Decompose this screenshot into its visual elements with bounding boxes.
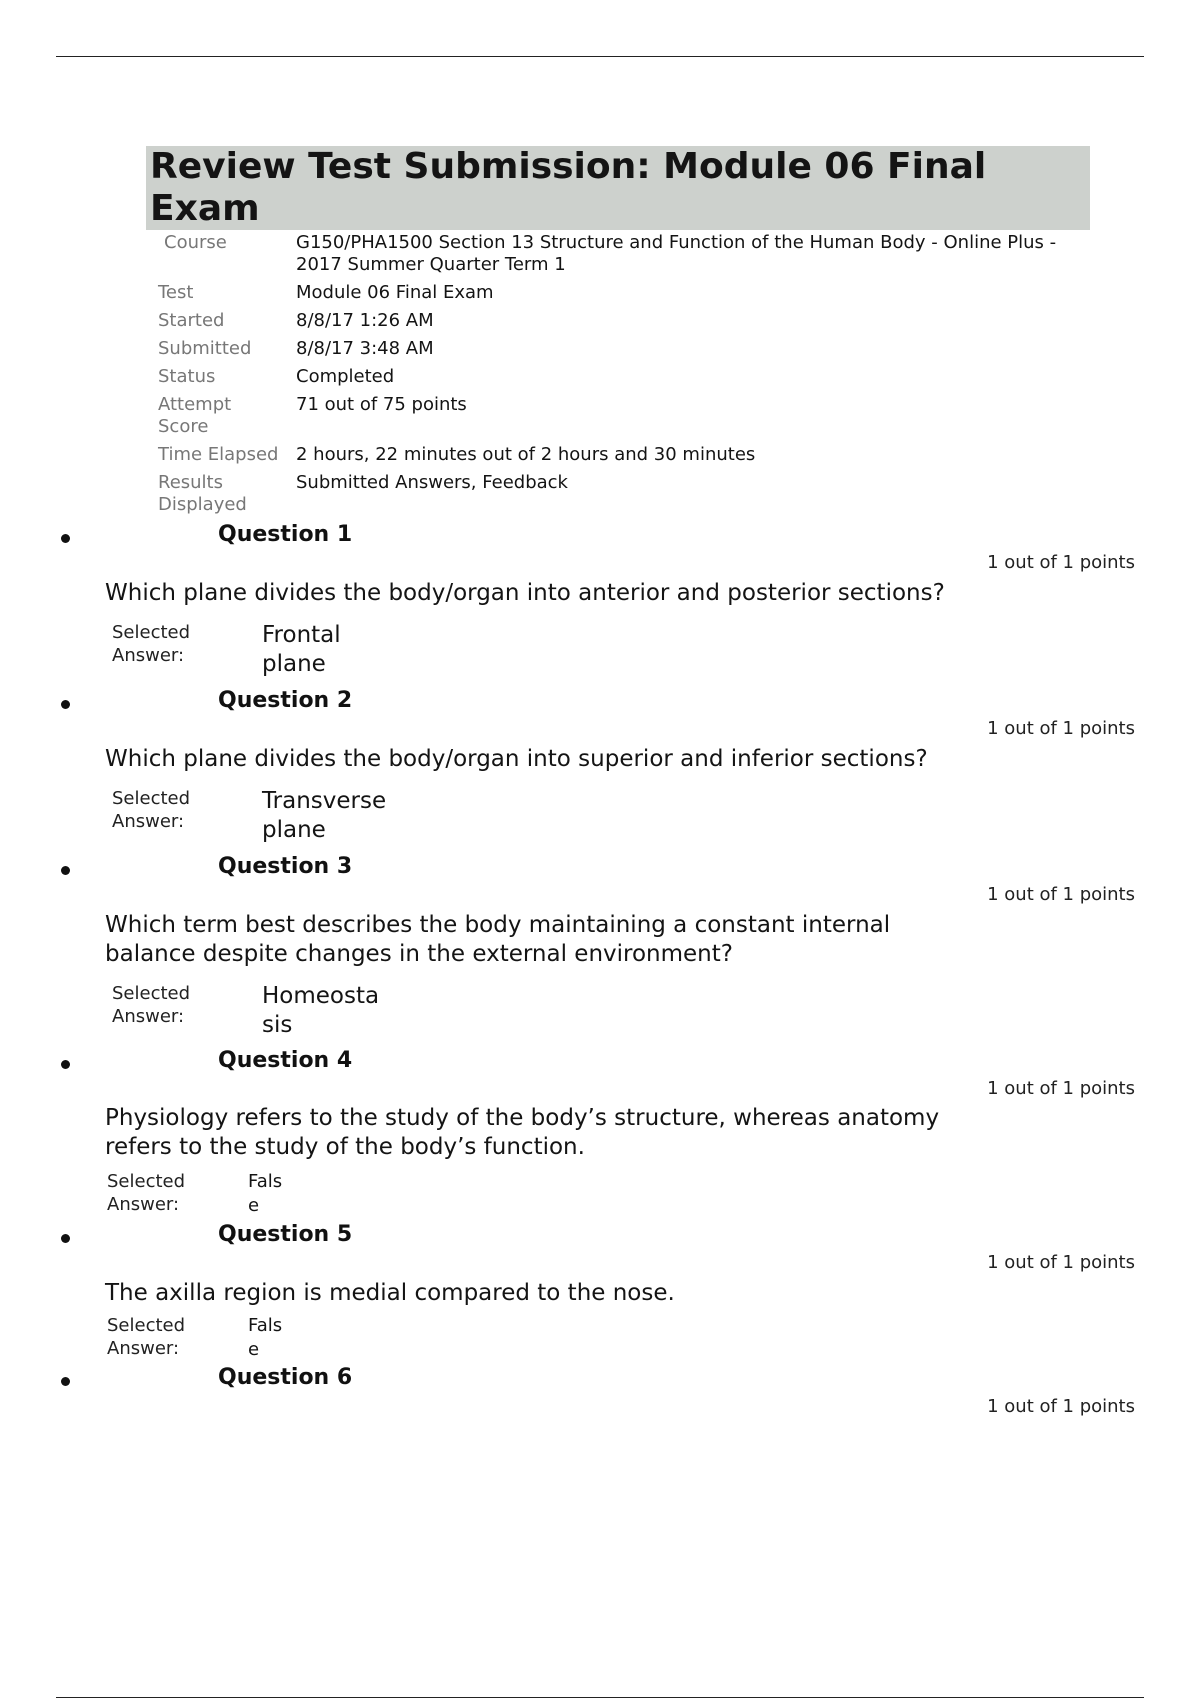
question-title: Question 4 (218, 1048, 353, 1073)
selected-answer-label: Selected Answer: (107, 1171, 186, 1215)
info-row-status (158, 366, 1058, 388)
info-row-attempt-score (158, 394, 1058, 438)
info-label: Attempt Score (158, 394, 232, 437)
info-label: Course (164, 232, 227, 253)
info-value: 8/8/17 1:26 AM (296, 310, 434, 331)
question-points: 1 out of 1 points (987, 718, 1135, 739)
page-title: Review Test Submission: Module 06 Final Exam (150, 146, 987, 229)
info-value: 71 out of 75 points (296, 394, 467, 415)
selected-answer-label: Selected Answer: (112, 983, 191, 1027)
info-row-test (158, 282, 1058, 304)
question-points: 1 out of 1 points (987, 552, 1135, 573)
question-title: Question 6 (218, 1365, 353, 1390)
top-rule (56, 56, 1144, 57)
question-text: The axilla region is medial compared to the nose. (105, 1280, 675, 1306)
question-text: Physiology refers to the study of the body’s structure, whereas anatomy refers to the study of the body’s function. (105, 1105, 940, 1160)
question-points: 1 out of 1 points (987, 1078, 1135, 1099)
info-label: Test (158, 282, 194, 303)
info-row-time-elapsed (158, 444, 1058, 466)
bullet-icon (61, 1377, 70, 1386)
selected-answer-label: Selected Answer: (107, 1315, 186, 1359)
info-value: Completed (296, 366, 395, 387)
info-value: 2 hours, 22 minutes out of 2 hours and 30 minutes (296, 444, 756, 465)
info-value: G150/PHA1500 Section 13 Structure and Function of the Human Body - Online Plus - 2017 Summer Quarter Term 1 (296, 232, 1057, 275)
info-row-course (158, 232, 1058, 276)
info-label: Time Elapsed (158, 444, 279, 465)
info-row-started (158, 310, 1058, 332)
selected-answer-value: Transverse plane (262, 788, 387, 843)
info-value: Module 06 Final Exam (296, 282, 494, 303)
question-title: Question 1 (218, 522, 353, 547)
question-title: Question 3 (218, 854, 353, 879)
selected-answer-value: False (248, 1315, 283, 1360)
info-label: Submitted (158, 338, 252, 359)
info-row-submitted (158, 338, 1058, 360)
bullet-icon (61, 700, 70, 709)
question-title: Question 2 (218, 688, 353, 713)
info-label: Started (158, 310, 225, 331)
selected-answer-label: Selected Answer: (112, 788, 191, 832)
bullet-icon (61, 866, 70, 875)
question-text: Which plane divides the body/organ into anterior and posterior sections? (105, 580, 945, 606)
question-text: Which plane divides the body/organ into superior and inferior sections? (105, 746, 928, 772)
selected-answer-label: Selected Answer: (112, 622, 191, 666)
bullet-icon (61, 1234, 70, 1243)
title-banner (146, 146, 1090, 230)
selected-answer-value: Frontal plane (262, 622, 341, 677)
selected-answer-value: Homeostasis (262, 983, 380, 1038)
question-points: 1 out of 1 points (987, 1252, 1135, 1273)
submission-details (158, 232, 1058, 522)
bullet-icon (61, 1060, 70, 1069)
question-points: 1 out of 1 points (987, 1396, 1135, 1417)
selected-answer-value: False (248, 1171, 283, 1216)
question-points: 1 out of 1 points (987, 884, 1135, 905)
info-label: Results Displayed (158, 472, 247, 515)
question-title: Question 5 (218, 1222, 353, 1247)
question-text: Which term best describes the body maintaining a constant internal balance despite changes in the external environment? (105, 912, 891, 967)
info-label: Status (158, 366, 216, 387)
bullet-icon (61, 534, 70, 543)
bottom-rule (56, 1697, 1144, 1698)
info-value: Submitted Answers, Feedback (296, 472, 568, 493)
info-row-results-displayed (158, 472, 1058, 516)
info-value: 8/8/17 3:48 AM (296, 338, 434, 359)
